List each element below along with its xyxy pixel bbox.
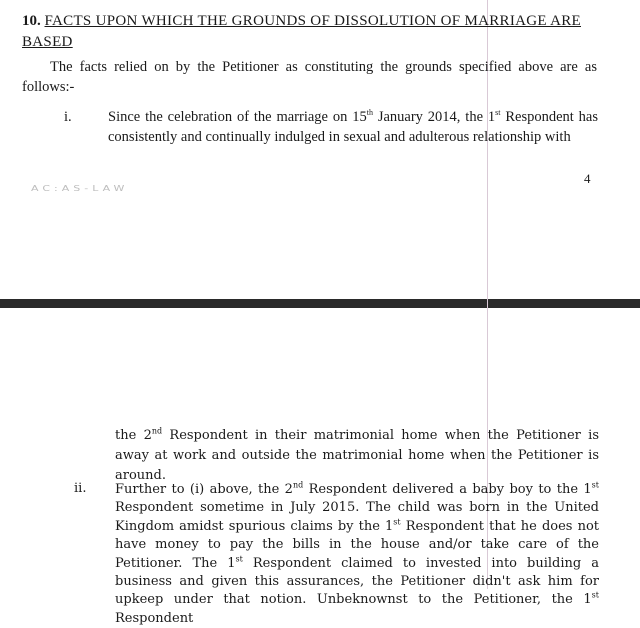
item-text: Since the celebration of the marriage on 15th January 2014, the 1st Respondent has consistently and continually indulged in sexual and adulterous relationship with (108, 108, 598, 145)
item-number: ii. (74, 481, 87, 496)
section-heading (22, 11, 602, 53)
page-number: 4 (584, 171, 591, 186)
section-number: 10. (22, 13, 41, 29)
intro-paragraph: The facts relied on by the Petitioner as constituting the grounds specified above are as follows:- (22, 59, 597, 95)
continuation-paragraph: the 2nd Respondent in their matrimonial home when the Petitioner is away at work and outside the matrimonial home when the Petitioner is around. (115, 426, 599, 483)
page-break-bar (0, 299, 640, 308)
item-number: i. (64, 109, 72, 125)
section-title: FACTS UPON WHICH THE GROUNDS OF DISSOLUTION OF MARRIAGE ARE BASED (22, 13, 581, 50)
watermark: AC:AS-LAW (31, 184, 129, 194)
list-item-ii: Further to (i) above, the 2nd Respondent delivered a baby boy to the 1st Respondent sometime in July 2015. The child was born in the United Kingdom amidst spurious claims by the 1st Respondent that he does not have money to pay the bills in the house and/or take care of the Petitioner. The 1st Respondent claimed to invested into building a business and given this assurances, the Petitioner didn't ask him for upkeep under that notion. Unbeknownst to the Petitioner, the 1st Respondent (115, 480, 599, 626)
